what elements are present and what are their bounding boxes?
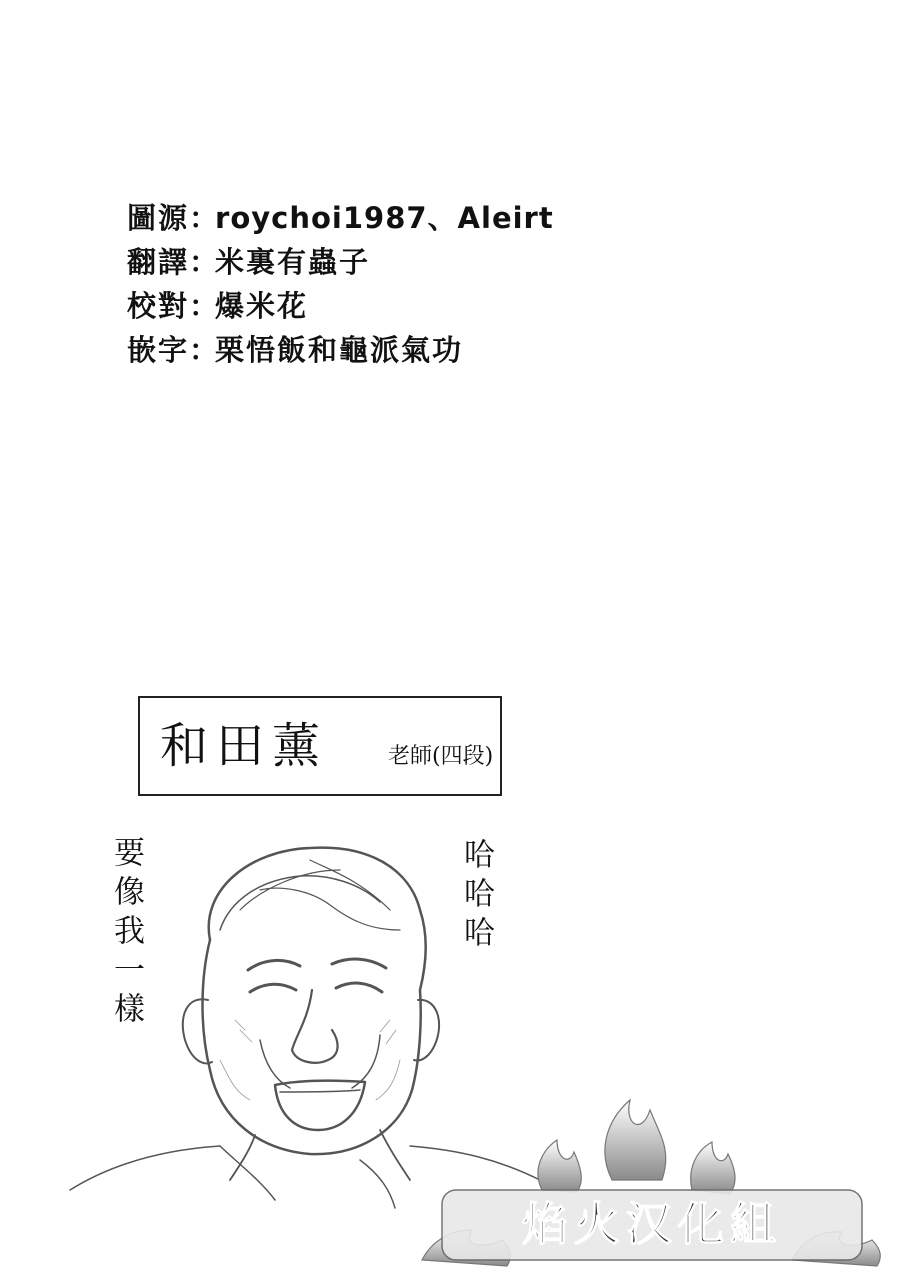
credits-block <box>127 196 554 372</box>
author-name-box <box>138 696 502 796</box>
speech-text-right: 哈哈哈 <box>458 838 494 955</box>
credit-label: 校對 <box>127 289 190 323</box>
credit-row-translation <box>127 240 554 284</box>
author-name: 和田薰 <box>160 718 329 774</box>
group-logo-text: 焰火汉化組 <box>522 1197 782 1251</box>
credit-row-source <box>127 196 554 240</box>
credit-separator: ： <box>189 245 221 279</box>
credit-row-proofreading <box>127 284 554 328</box>
speech-text-left: 要像我一樣 <box>108 836 144 1031</box>
credit-row-typesetting <box>127 328 554 372</box>
group-logo <box>392 1080 892 1270</box>
author-title: 老師(四段) <box>388 744 494 769</box>
credit-value: roychoi1987、Aleirt <box>215 201 554 235</box>
credit-value: 栗悟飯和龜派氣功 <box>215 333 464 367</box>
credit-separator: ： <box>189 289 221 323</box>
credit-label: 翻譯 <box>127 245 190 279</box>
credit-value: 米裏有蟲子 <box>215 245 371 279</box>
credit-label: 嵌字 <box>127 333 190 367</box>
credit-separator: ： <box>189 333 221 367</box>
credit-value: 爆米花 <box>215 289 309 323</box>
credit-label: 圖源 <box>127 201 190 235</box>
credit-separator: ： <box>189 201 221 235</box>
